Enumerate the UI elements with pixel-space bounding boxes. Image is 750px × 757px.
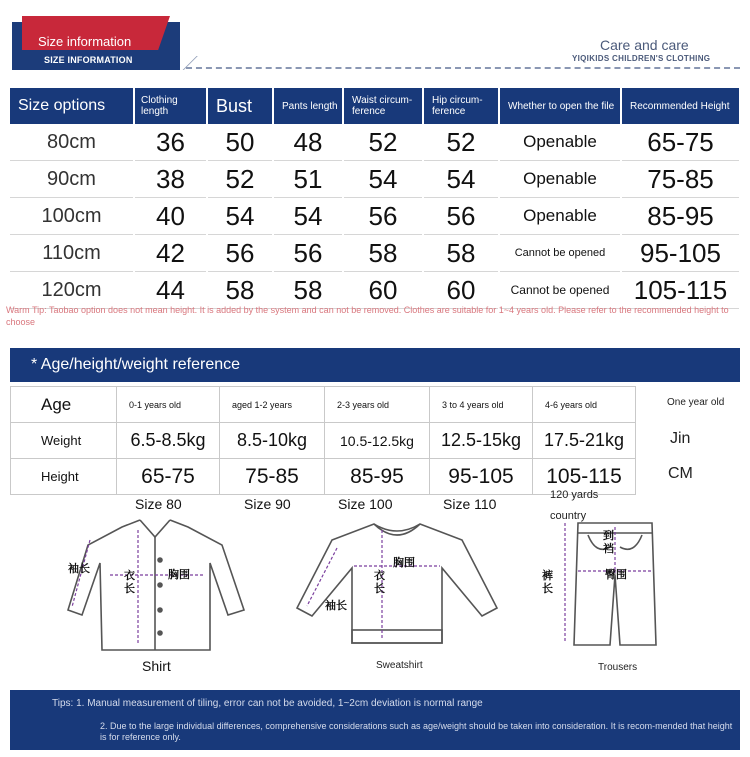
cell-size: 100cm xyxy=(10,198,134,235)
care-title: Care and care xyxy=(600,37,689,53)
th-size-options: Size options xyxy=(10,88,134,124)
cell-waist: 54 xyxy=(343,161,423,198)
cell-open: Cannot be opened xyxy=(499,235,621,272)
height-cell: 75-85 xyxy=(220,459,325,495)
cell-height: 105-115 xyxy=(621,272,740,309)
th-clothing-length: Clothing length xyxy=(134,88,207,124)
cell-height: 75-85 xyxy=(621,161,740,198)
crotch-label: 到裆 xyxy=(603,530,614,555)
th-waist: Waist circum-ference xyxy=(343,88,423,124)
sweat-sleeve-label: 袖长 xyxy=(325,600,347,612)
header-subtitle: SIZE INFORMATION xyxy=(44,55,133,65)
table-row xyxy=(10,272,740,309)
cell-pants: 56 xyxy=(273,235,343,272)
weight-label: Weight xyxy=(11,423,117,459)
cell-pants: 48 xyxy=(273,124,343,161)
height-cell: 85-95 xyxy=(325,459,430,495)
th-open: Whether to open the file xyxy=(499,88,621,124)
cell-waist: 58 xyxy=(343,235,423,272)
weight-cell: 12.5-15kg xyxy=(430,423,533,459)
header-title: Size information xyxy=(38,34,132,49)
th-recommended-height: Recommended Height xyxy=(621,88,740,124)
cell-waist: 60 xyxy=(343,272,423,309)
side-height-unit: CM xyxy=(668,465,693,482)
cell-bust: 58 xyxy=(207,272,273,309)
sweatshirt-caption: Sweatshirt xyxy=(376,660,423,671)
cell-size: 90cm xyxy=(10,161,134,198)
side-weight-unit: Jin xyxy=(670,430,691,447)
cell-bust: 50 xyxy=(207,124,273,161)
size-table-header xyxy=(10,88,740,124)
table-row xyxy=(10,198,740,235)
side-age: One year old xyxy=(667,397,725,408)
cell-pants: 54 xyxy=(273,198,343,235)
cell-length: 36 xyxy=(134,124,207,161)
cell-hip: 52 xyxy=(423,124,499,161)
age-cell: 3 to 4 years old xyxy=(430,387,533,423)
th-bust: Bust xyxy=(207,88,273,124)
warm-tip: Warm Tip: Taobao option does not mean height. It is added by the system and can not be removed. Clothes are suitable for 1~4 years old. Please refer to the recommended height to choose xyxy=(6,305,729,327)
cell-open: Openable xyxy=(499,198,621,235)
cell-height: 85-95 xyxy=(621,198,740,235)
cell-length: 44 xyxy=(134,272,207,309)
age-cell: 2-3 years old xyxy=(325,387,430,423)
table-row xyxy=(10,124,740,161)
header-divider xyxy=(186,67,740,69)
height-label: Height xyxy=(11,459,117,495)
th-hip: Hip circum-ference xyxy=(423,88,499,124)
cell-waist: 52 xyxy=(343,124,423,161)
cell-size: 120cm xyxy=(10,272,134,309)
age-cell: 0-1 years old xyxy=(117,387,220,423)
cell-bust: 52 xyxy=(207,161,273,198)
th-pants-length: Pants length xyxy=(273,88,343,124)
trousers-caption: Trousers xyxy=(598,662,638,673)
reference-table xyxy=(10,386,636,495)
age-cell: aged 1-2 years xyxy=(220,387,325,423)
table-row xyxy=(10,161,740,198)
trousers-diagram xyxy=(560,515,670,655)
height-row xyxy=(11,459,636,495)
country-label: country xyxy=(550,510,587,522)
hip-label: 臀围 xyxy=(605,569,627,581)
age-row xyxy=(11,387,636,423)
cell-length: 38 xyxy=(134,161,207,198)
size-90-label: Size 90 xyxy=(244,496,291,512)
sweat-length-label: 衣长 xyxy=(374,570,385,595)
sleeve-label: 袖长 xyxy=(68,563,90,575)
height-cell: 65-75 xyxy=(117,459,220,495)
shirt-caption: Shirt xyxy=(142,658,171,674)
weight-cell: 17.5-21kg xyxy=(533,423,636,459)
height-cell: 95-105 xyxy=(430,459,533,495)
weight-cell: 10.5-12.5kg xyxy=(325,423,430,459)
age-cell: 4-6 years old xyxy=(533,387,636,423)
cell-hip: 54 xyxy=(423,161,499,198)
cell-size: 110cm xyxy=(10,235,134,272)
cell-hip: 56 xyxy=(423,198,499,235)
weight-row xyxy=(11,423,636,459)
reference-title: * Age/height/weight reference xyxy=(31,356,241,373)
cell-length: 40 xyxy=(134,198,207,235)
cell-pants: 51 xyxy=(273,161,343,198)
tip-2: 2. Due to the large individual differences, comprehensive considerations such as age/weight should be taken into consideration. It is recom-mended that height is for reference only. xyxy=(100,721,733,742)
shirt-diagram xyxy=(60,515,255,655)
weight-cell: 6.5-8.5kg xyxy=(117,423,220,459)
sweat-bust-label: 胸围 xyxy=(393,557,415,569)
length-label: 衣长 xyxy=(124,570,135,595)
cell-bust: 56 xyxy=(207,235,273,272)
cell-open: Openable xyxy=(499,124,621,161)
cell-height: 95-105 xyxy=(621,235,740,272)
tip-1: Tips: 1. Manual measurement of tiling, error can not be avoided, 1~2cm deviation is normal range xyxy=(52,698,483,709)
cell-pants: 58 xyxy=(273,272,343,309)
size-110-label: Size 110 xyxy=(443,496,497,512)
age-label: Age xyxy=(11,387,117,423)
bust-label: 胸围 xyxy=(168,569,190,581)
size-120-label: 120 yards xyxy=(550,489,599,501)
cell-open: Cannot be opened xyxy=(499,272,621,309)
cell-bust: 54 xyxy=(207,198,273,235)
pants-length-label: 裤长 xyxy=(542,570,553,595)
cell-open: Openable xyxy=(499,161,621,198)
cell-hip: 58 xyxy=(423,235,499,272)
weight-cell: 8.5-10kg xyxy=(220,423,325,459)
cell-length: 42 xyxy=(134,235,207,272)
table-row xyxy=(10,235,740,272)
cell-size: 80cm xyxy=(10,124,134,161)
size-80-label: Size 80 xyxy=(135,496,182,512)
height-cell: 105-115 xyxy=(533,459,636,495)
cell-height: 65-75 xyxy=(621,124,740,161)
sweatshirt-diagram xyxy=(292,518,502,648)
care-subtitle: YIQIKIDS CHILDREN'S CLOTHING xyxy=(572,54,711,63)
cell-waist: 56 xyxy=(343,198,423,235)
size-table xyxy=(10,88,741,309)
cell-hip: 60 xyxy=(423,272,499,309)
size-100-label: Size 100 xyxy=(338,496,393,512)
